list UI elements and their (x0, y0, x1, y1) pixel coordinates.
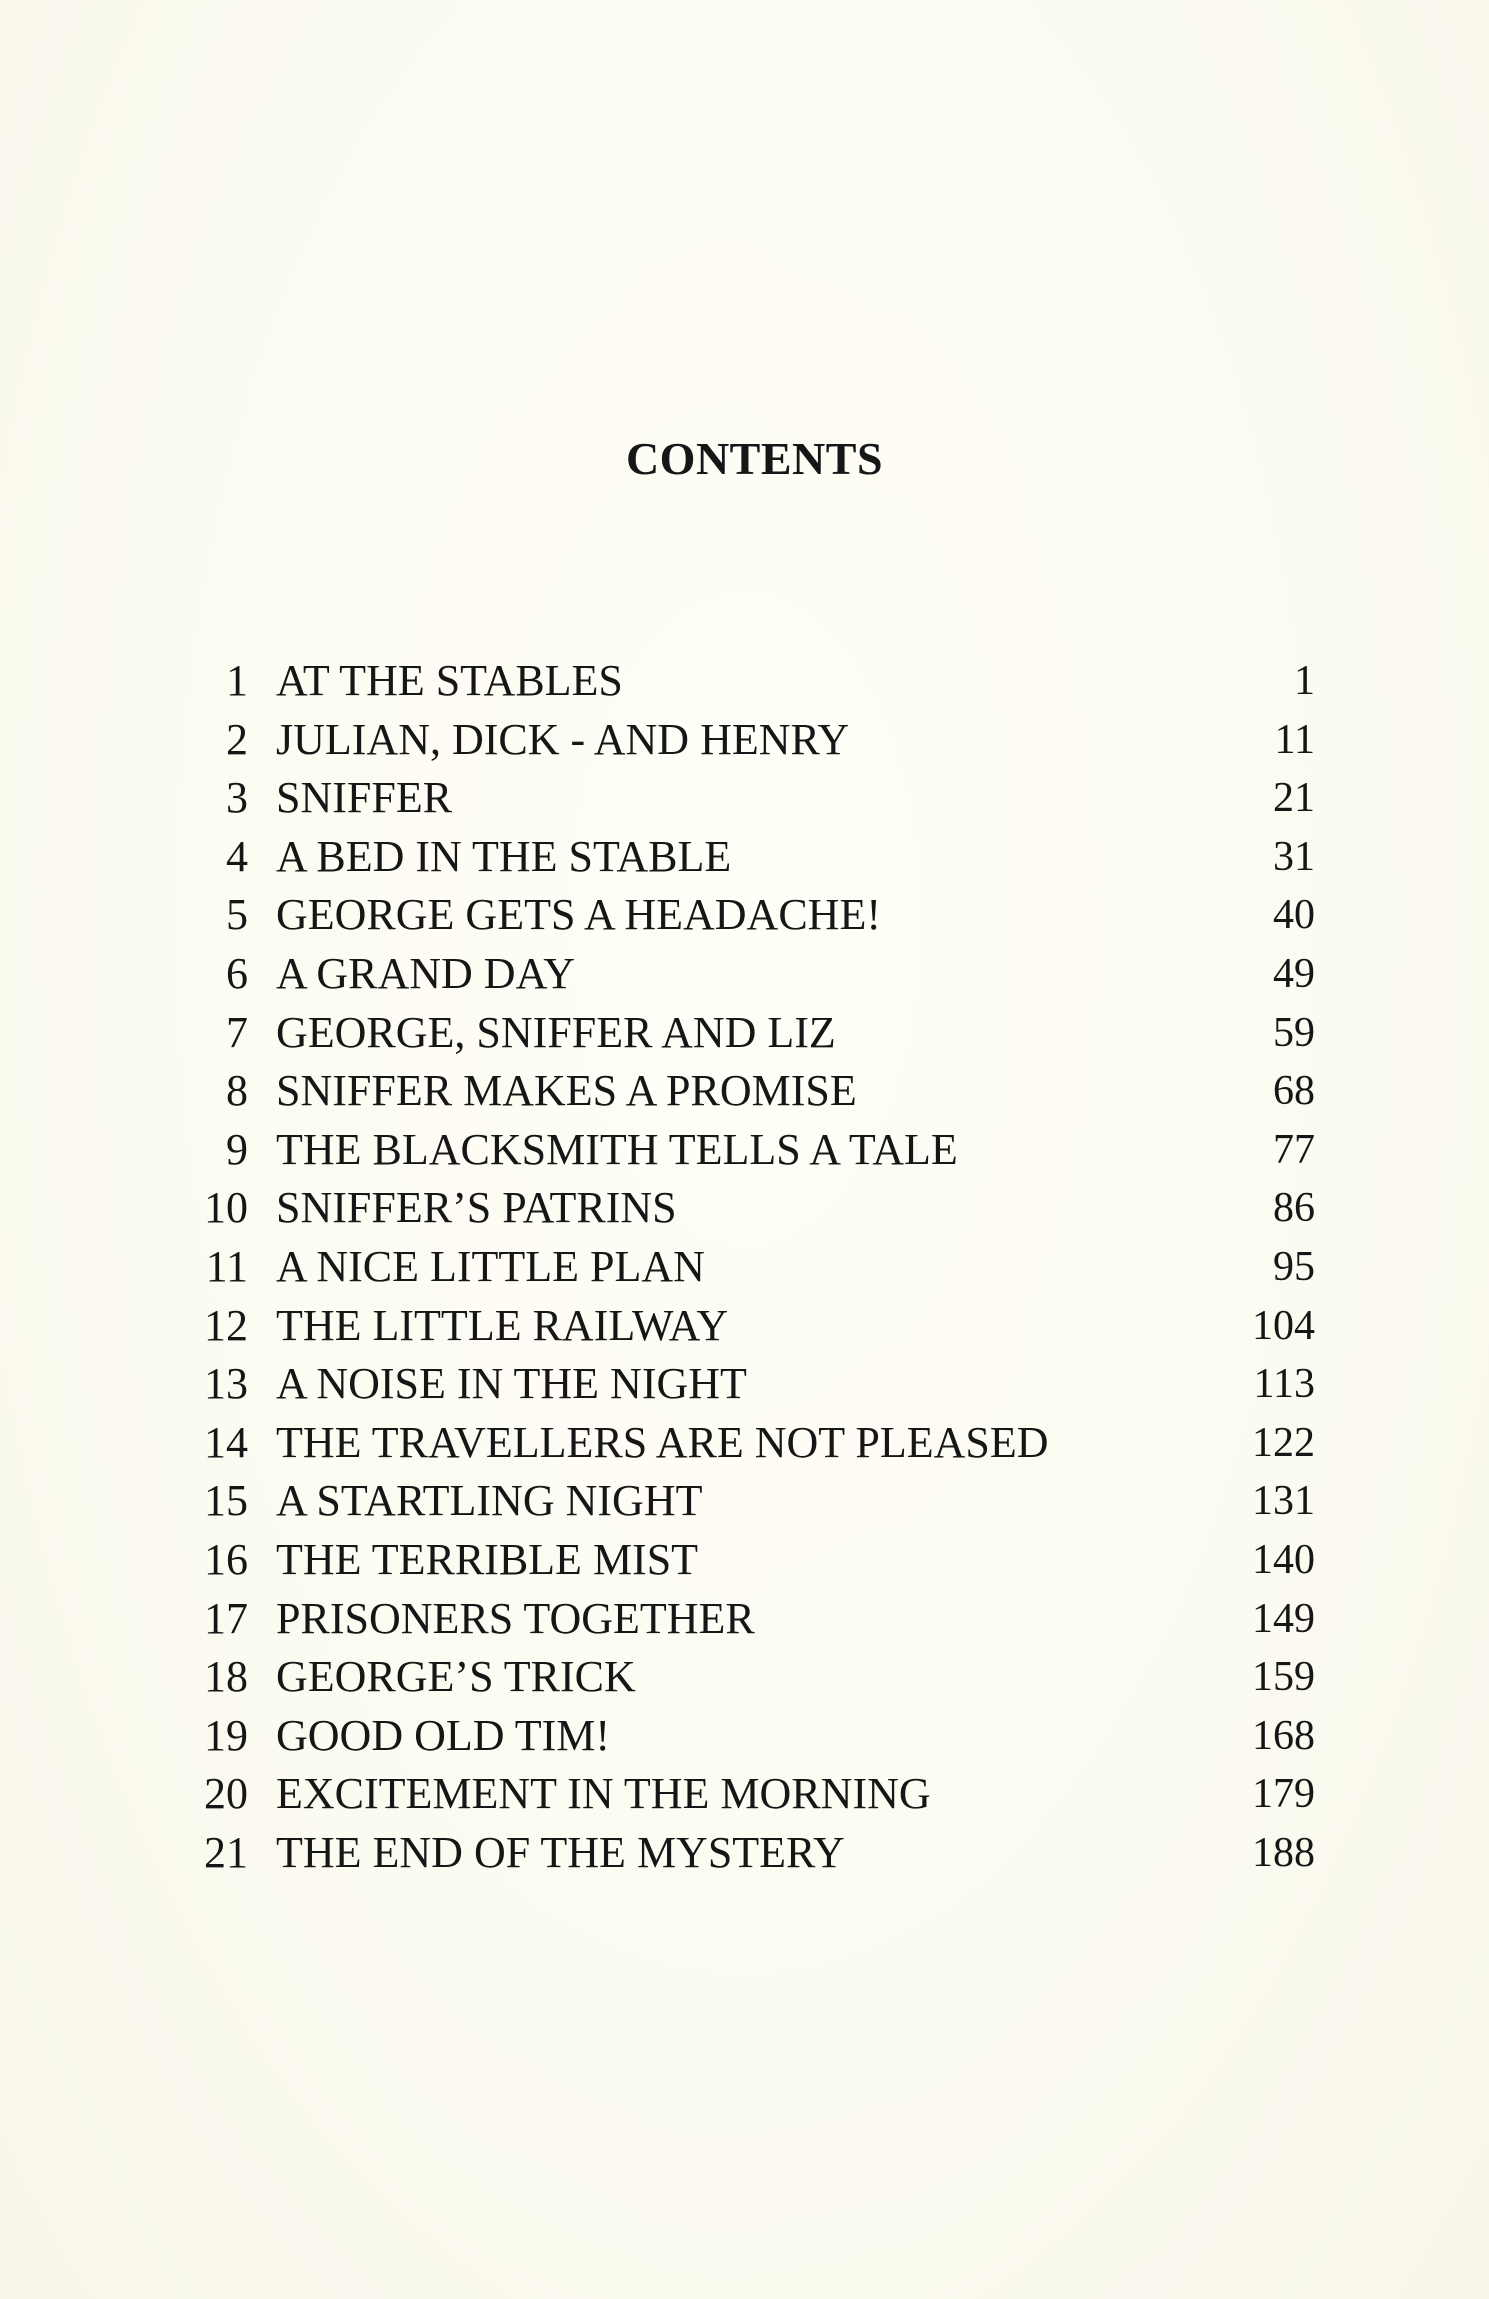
chapter-page-number: 86 (1273, 1185, 1315, 1232)
chapter-page-number: 11 (1274, 716, 1315, 763)
toc-entry (0, 886, 1489, 945)
chapter-number: 17 (204, 1593, 248, 1643)
chapter-title: THE BLACKSMITH TELLS A TALE (276, 1124, 958, 1174)
chapter-number: 6 (226, 948, 248, 998)
chapter-number: 3 (226, 773, 248, 823)
chapter-title: THE TRAVELLERS ARE NOT PLEASED (276, 1417, 1049, 1467)
toc-entry (0, 1590, 1489, 1649)
toc-entry (0, 711, 1489, 770)
chapter-number: 1 (226, 656, 248, 705)
chapter-number: 2 (226, 714, 248, 764)
toc-entry (0, 945, 1489, 1004)
chapter-number: 5 (226, 890, 248, 940)
toc-entry (0, 1531, 1489, 1590)
toc-entry (0, 1355, 1489, 1414)
chapter-title: EXCITEMENT IN THE MORNING (276, 1769, 931, 1819)
chapter-page-number: 1 (1294, 658, 1315, 704)
chapter-title: GEORGE’S TRICK (276, 1652, 636, 1702)
toc-entry (0, 1648, 1489, 1707)
chapter-page-number: 31 (1273, 833, 1315, 880)
chapter-number: 4 (226, 831, 248, 881)
toc-entry (0, 1824, 1489, 1883)
chapter-title: THE TERRIBLE MIST (276, 1534, 699, 1584)
chapter-number: 7 (226, 1007, 248, 1057)
chapter-number: 16 (204, 1534, 248, 1584)
chapter-page-number: 168 (1252, 1712, 1315, 1759)
toc-entry (0, 1121, 1489, 1180)
chapter-page-number: 159 (1252, 1654, 1315, 1701)
chapter-number: 10 (204, 1183, 248, 1233)
chapter-page-number: 77 (1273, 1126, 1315, 1173)
chapter-page-number: 140 (1252, 1536, 1315, 1583)
chapter-title: A BED IN THE STABLE (276, 831, 732, 881)
chapter-number: 12 (204, 1300, 248, 1350)
toc-entry (0, 1004, 1489, 1063)
chapter-title: PRISONERS TOGETHER (276, 1593, 755, 1643)
chapter-title: SNIFFER (276, 773, 453, 823)
chapter-title: THE END OF THE MYSTERY (276, 1827, 845, 1877)
chapter-number: 18 (204, 1652, 248, 1702)
chapter-number: 15 (204, 1476, 248, 1526)
toc-entry (0, 1765, 1489, 1824)
toc-entry (0, 1297, 1489, 1356)
chapter-title: A GRAND DAY (276, 948, 576, 998)
chapter-page-number: 49 (1273, 950, 1315, 997)
page-title: CONTENTS (625, 433, 884, 484)
chapter-page-number: 149 (1252, 1595, 1315, 1642)
chapter-number: 20 (204, 1769, 248, 1819)
chapter-number: 9 (226, 1124, 248, 1174)
chapter-title: A NOISE IN THE NIGHT (276, 1359, 747, 1409)
chapter-number: 8 (226, 1066, 248, 1116)
toc-entry (0, 1062, 1489, 1121)
chapter-number: 19 (204, 1710, 248, 1760)
toc-entry (0, 828, 1489, 887)
chapter-page-number: 179 (1252, 1771, 1315, 1818)
toc-entry (0, 1472, 1489, 1531)
chapter-page-number: 21 (1273, 775, 1315, 822)
chapter-title: SNIFFER MAKES A PROMISE (276, 1066, 857, 1116)
chapter-number: 21 (204, 1827, 248, 1877)
table-of-contents (0, 652, 1489, 1882)
chapter-title: GEORGE GETS A HEADACHE! (276, 890, 881, 940)
chapter-title: AT THE STABLES (276, 656, 623, 705)
toc-entry (0, 1179, 1489, 1238)
toc-entry (0, 652, 1489, 711)
chapter-title: SNIFFER’S PATRINS (276, 1183, 677, 1233)
chapter-title: A NICE LITTLE PLAN (276, 1241, 705, 1291)
chapter-page-number: 104 (1252, 1302, 1315, 1349)
chapter-title: JULIAN, DICK - AND HENRY (276, 714, 850, 764)
toc-entry (0, 1707, 1489, 1766)
chapter-page-number: 122 (1252, 1419, 1315, 1466)
chapter-title: A STARTLING NIGHT (276, 1476, 703, 1526)
chapter-page-number: 131 (1252, 1478, 1315, 1525)
chapter-title: GEORGE, SNIFFER AND LIZ (276, 1007, 836, 1057)
chapter-number: 11 (205, 1241, 248, 1291)
toc-entry (0, 769, 1489, 828)
chapter-title: GOOD OLD TIM! (276, 1710, 611, 1760)
toc-entry (0, 1238, 1489, 1297)
chapter-number: 14 (204, 1417, 248, 1467)
chapter-page-number: 113 (1253, 1361, 1315, 1408)
chapter-page-number: 40 (1273, 892, 1315, 939)
chapter-title: THE LITTLE RAILWAY (276, 1300, 729, 1350)
chapter-page-number: 68 (1273, 1068, 1315, 1115)
chapter-page-number: 188 (1252, 1829, 1315, 1876)
chapter-page-number: 95 (1273, 1243, 1315, 1290)
chapter-number: 13 (204, 1359, 248, 1409)
toc-entry (0, 1414, 1489, 1473)
chapter-page-number: 59 (1273, 1009, 1315, 1056)
